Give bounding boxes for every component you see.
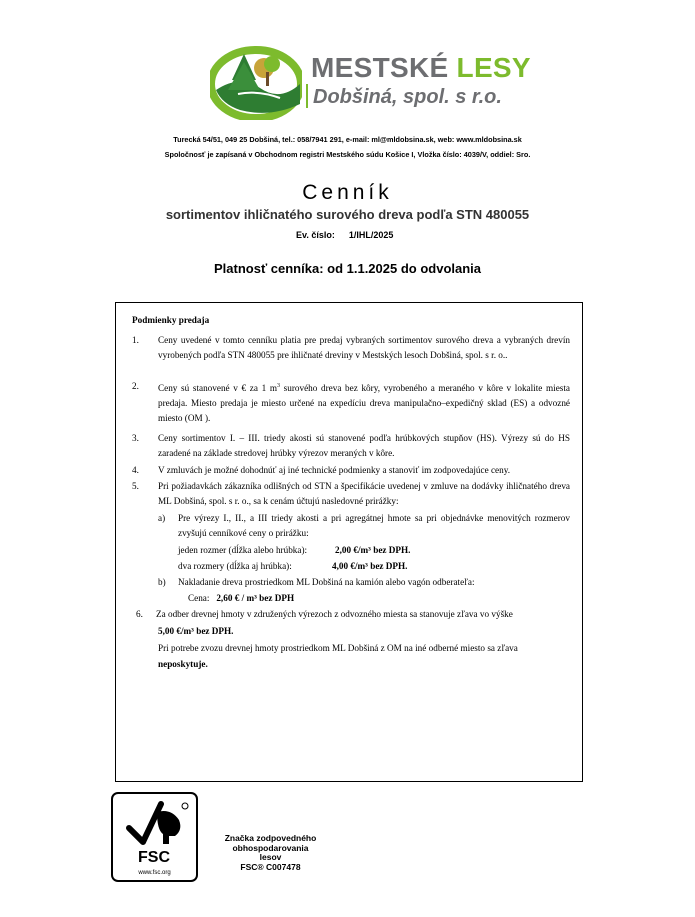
surcharge-row-value: 4,00 €/m³ bez DPH. (332, 561, 408, 571)
contact-line: Turecká 54/51, 049 25 Dobšiná, tel.: 058/7941 291, e-mail: ml@mldobsina.sk, web: www.mldobsina.sk (173, 135, 522, 144)
ev-value: 1/IHL/2025 (348, 230, 394, 240)
logo-word-2: LESY (456, 52, 531, 83)
fsc-caption-line: Značka zodpovedného (224, 833, 317, 843)
fsc-logo (111, 792, 198, 882)
discount-note: Pri potrebe zvozu drevnej hmoty prostriedkom ML Dobšiná z OM na iné odberné miesto sa zľava (158, 643, 518, 653)
item-number: 4. (132, 465, 139, 475)
conditions-title: Podmienky predaja (132, 315, 210, 325)
discount-value: 5,00 €/m³ bez DPH. (158, 626, 234, 636)
condition-text: surového dreva bez kôry, vyrobeného a meraného v kôre v lokalite miesta predaja. Miesto predaja je miesto určené na expedíciu dreva manipulačno–expedičný sklad (ES) a odvozné miesto (OM ). (158, 383, 570, 424)
item-number: 5. (132, 481, 139, 491)
page-title: Cenník (302, 181, 393, 204)
logo-company-name (311, 52, 531, 84)
fsc-url: www.fsc.org (138, 870, 171, 876)
fsc-caption-line: lesov (259, 852, 282, 862)
item-number: 3. (132, 433, 139, 443)
condition-item (158, 379, 570, 426)
item-number: 2. (132, 381, 139, 391)
item-number: 6. (136, 609, 143, 619)
sub-label: a) (158, 513, 166, 523)
page-subtitle: sortimentov ihličnatého surového dreva podľa STN 480055 (165, 207, 530, 222)
registry-line: Spoločnosť je zapísaná v Obchodnom registri Mestského súdu Košice I, Vložka číslo: 4039/V, oddiel: Sro. (164, 150, 531, 159)
condition-item: Pri požiadavkách zákazníka odlišných od STN a špecifikácie uvedenej v zmluve na dodávky ihličnatého dreva ML Dobšiná, spol. s r. o., sa k cenám účtujú nasledovné prirážky: (158, 481, 570, 506)
condition-item: Za odber drevnej hmoty v združených výrezoch z odvozného miesta sa stanovuje zľava vo výške (156, 609, 513, 619)
sub-label: b) (158, 577, 166, 587)
sub-item-a: Pre výrezy I., II., a III triedy akosti a pri agregátnej hmote sa pri objednávke menovitých rozmerov zvyšujú cenníkové ceny o prirážku: (178, 513, 570, 538)
forest-emblem-icon (210, 44, 302, 120)
surcharge-row-value: 2,00 €/m³ bez DPH. (335, 545, 411, 555)
surcharge-row-label: dva rozmery (dĺžka aj hrúbka): (178, 561, 292, 571)
ev-label: Ev. číslo: (296, 230, 335, 240)
sub-item-b: Nakladanie dreva prostriedkom ML Dobšiná na kamión alebo vagón odberateľa: (178, 577, 475, 587)
surcharge-row-label: jeden rozmer (dĺžka alebo hrúbka): (178, 545, 308, 555)
fsc-caption (208, 834, 333, 872)
condition-text: Ceny sú stanovené v € za 1 m (158, 383, 277, 394)
superscript: 3 (277, 383, 280, 389)
fsc-logo-text: FSC (138, 849, 170, 866)
evidence-number (296, 230, 393, 240)
condition-item: Ceny uvedené v tomto cenníku platia pre predaj vybraných sortimentov surového dreva a vybraných drevín vyrobených podľa STN 480055 pre ihličnaté dreviny v Mestských lesoch Dobšiná, spol. s r. o.. (158, 335, 570, 360)
validity-line: Platnosť cenníka: od 1.1.2025 do odvolania (213, 261, 482, 276)
company-logo (210, 40, 531, 120)
discount-note-end: neposkytuje. (158, 659, 208, 669)
logo-word-1: MESTSKÉ (311, 52, 449, 83)
condition-item: Ceny sortimentov I. – III. triedy akosti sú stanovené podľa hrúbkových stupňov (HS). Výrezy sú do HS zaradené na základe stredovej hrúbky výrezov meraných v kôre. (158, 433, 570, 458)
fsc-license: FSC® C007478 (240, 861, 301, 872)
loading-price: Cena: 2,60 € / m³ bez DPH (188, 593, 295, 603)
conditions-box (115, 302, 583, 782)
fsc-tree-check-icon (113, 794, 196, 880)
logo-divider (306, 84, 308, 108)
item-number: 1. (132, 335, 139, 345)
logo-subtitle: Dobšiná, spol. s r.o. (313, 86, 502, 108)
condition-item: V zmluvách je možné dohodnúť aj iné technické podmienky a stanoviť im zodpovedajúce ceny. (158, 465, 511, 475)
fsc-caption-line: obhospodarovania (232, 842, 309, 853)
